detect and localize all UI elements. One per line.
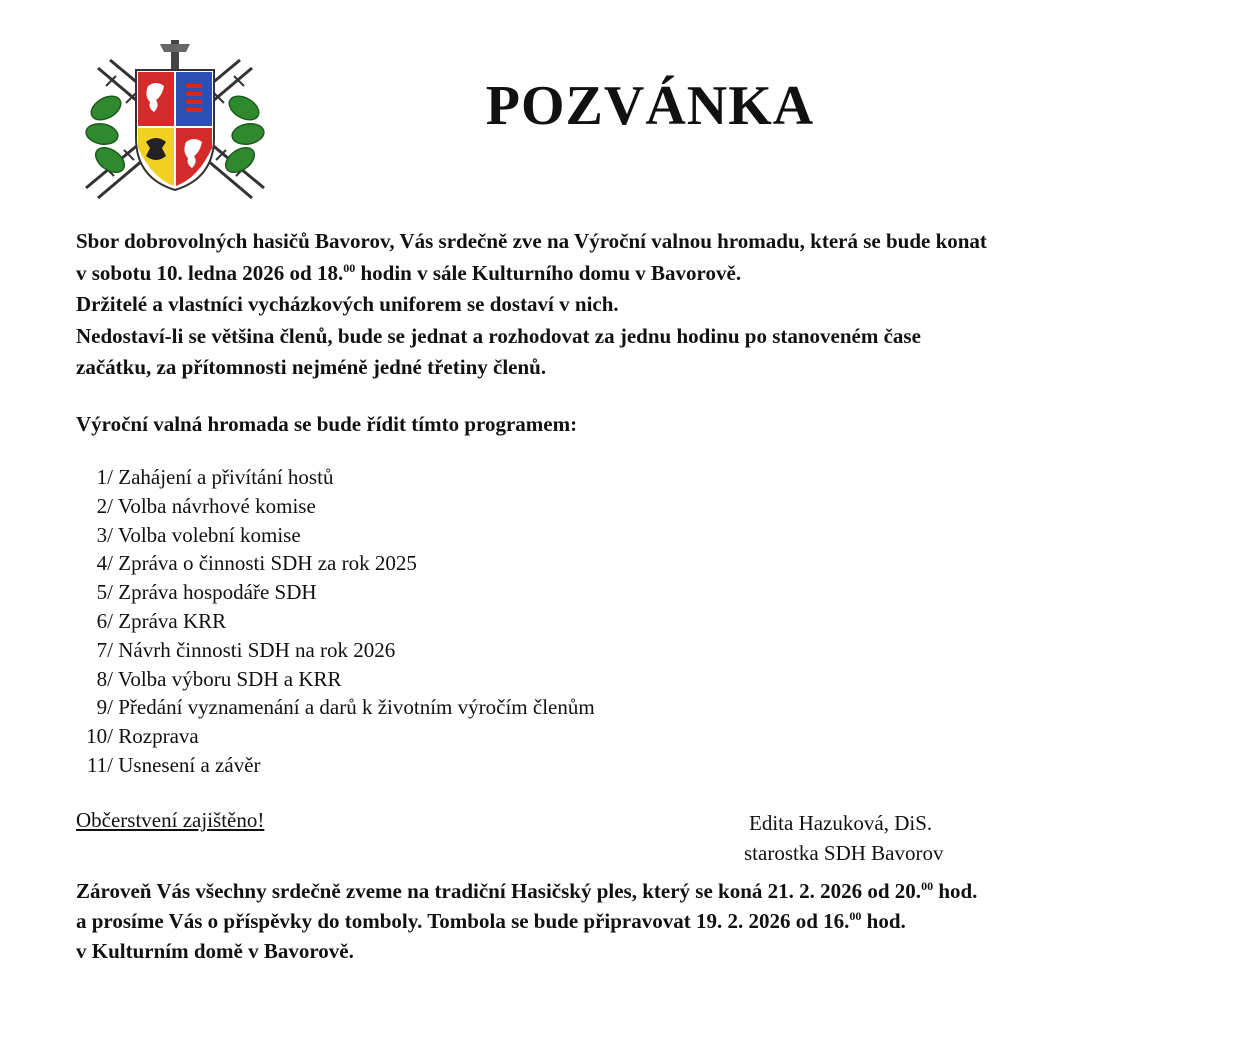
program-item: 9/ Předání vyznamenání a darů k životním výročím členům [96,695,595,720]
program-item: 11/ Usnesení a závěr [86,752,261,777]
program-item: 10/ Rozprava [86,724,199,749]
intro-line: Držitelé a vlastníci vycházkových uniforem se dostaví v nich. [76,292,619,316]
program-item: 2/ Volba návrhové komise [96,493,316,518]
program-item: 7/ Návrh činnosti SDH na rok 2026 [96,637,396,662]
intro-line: Nedostaví-li se většina členů, bude se jednat a rozhodovat za jednu hodinu po stanoveném čase [76,323,921,348]
refreshments-note: Občerstvení zajištěno! [76,808,265,832]
signature-block [744,808,943,868]
program-heading: Výroční valná hromada se bude řídit tímto programem: [76,412,578,436]
page-title: POZVÁNKA [485,75,815,137]
intro-paragraph [76,226,1196,384]
invite-line: Zároveň Vás všechny srdečně zveme na tradiční Hasičský ples, který se koná 21. 2. 2026 od 20.00 hod. [76,879,978,903]
invite-line: v Kulturním domě v Bavorově. [76,939,354,963]
program-item: 3/ Volba volební komise [96,522,301,547]
intro-line: začátku, za přítomnosti nejméně jedné třetiny členů. [76,355,547,379]
program-item: 4/ Zpráva o činnosti SDH za rok 2025 [96,551,417,576]
ball-invitation [76,876,1196,966]
program-item: 5/ Zpráva hospodáře SDH [96,580,317,605]
program-list [76,463,595,780]
signature-role: starostka SDH Bavorov [744,841,944,865]
program-item: 1/ Zahájení a přivítání hostů [96,465,334,489]
invite-line: a prosíme Vás o příspěvky do tomboly. Tombola se bude připravovat 19. 2. 2026 od 16.00 hod. [76,909,906,933]
intro-line: Sbor dobrovolných hasičů Bavorov, Vás srdečně zve na Výroční valnou hromadu, která se bude konat [76,229,987,253]
program-item: 6/ Zpráva KRR [96,608,227,633]
intro-date-line: v sobotu 10. ledna 2026 od 18.00 hodin v sále Kulturního domu v Bavorově. [76,260,742,285]
signature-name: Edita Hazuková, DiS. [749,811,933,835]
program-item: 8/ Volba výboru SDH a KRR [96,666,342,691]
